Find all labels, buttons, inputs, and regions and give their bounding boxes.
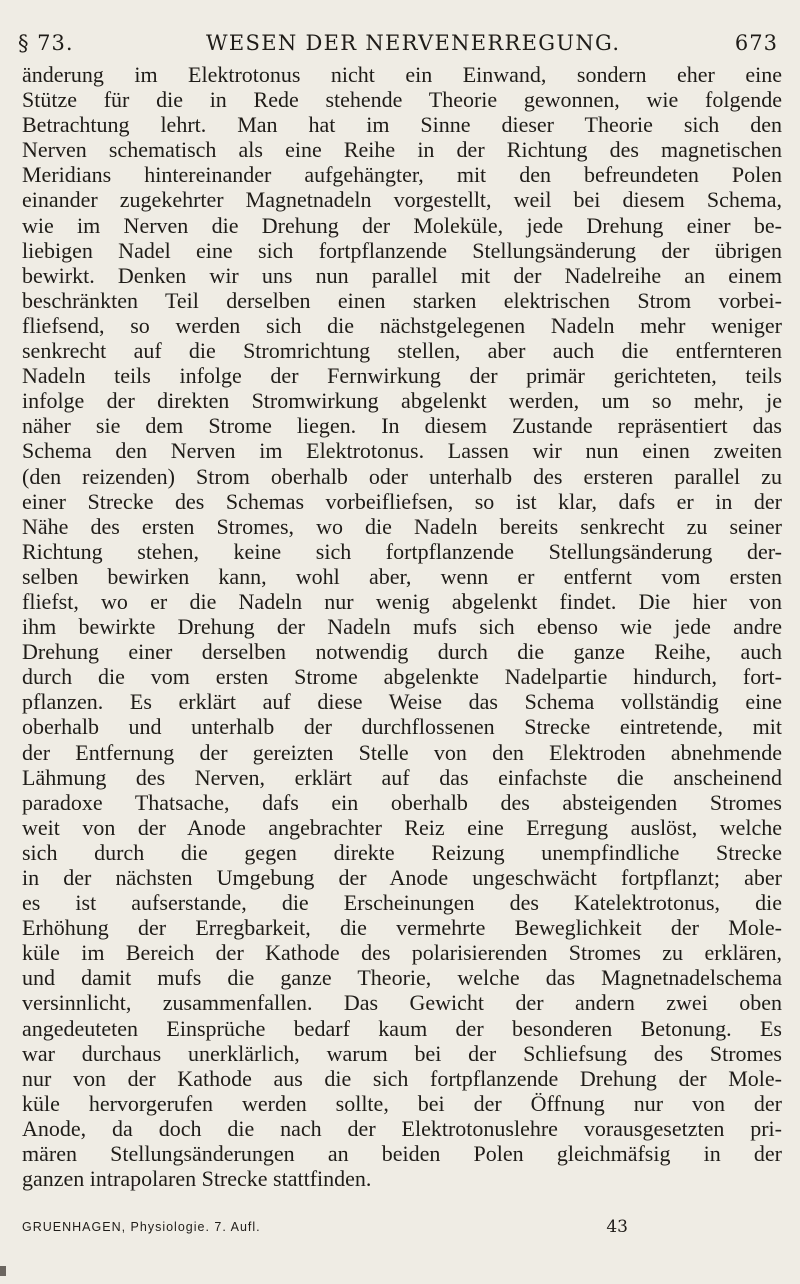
text-line: fliefsend, so werden sich die nächstgelegenen Nadeln mehr weniger — [22, 312, 782, 338]
text-line: Schema den Nerven im Elektrotonus. Lassen wir nun einen zweiten — [22, 438, 782, 464]
text-line: Betrachtung lehrt. Man hat im Sinne dieser Theorie sich den — [22, 112, 782, 138]
text-line: versinnlicht, zusammenfallen. Das Gewicht der andern zwei oben — [22, 990, 782, 1016]
text-line: ihm bewirkte Drehung der Nadeln mufs sich ebenso wie jede andre — [22, 614, 782, 640]
text-line: nur von der Kathode aus die sich fortpflanzende Drehung der Mole- — [22, 1065, 782, 1091]
text-line: und damit mufs die ganze Theorie, welche das Magnetnadelschema — [22, 965, 782, 991]
text-line: wie im Nerven die Drehung der Moleküle, jede Drehung einer be- — [22, 212, 782, 238]
text-line: mären Stellungsänderungen an beiden Polen gleichmäfsig in der — [22, 1141, 782, 1167]
page-number: 673 — [734, 31, 778, 55]
text-line: Drehung einer derselben notwendig durch die ganze Reihe, auch — [22, 639, 782, 665]
text-line: Lähmung des Nerven, erklärt auf das einfachste die anscheinend — [22, 764, 782, 790]
text-line: selben bewirken kann, wohl aber, wenn er entfernt vom ersten — [22, 563, 782, 589]
text-line: näher sie dem Strome liegen. In diesem Zustande repräsentiert das — [22, 413, 782, 439]
text-line: durch die vom ersten Strome abgelenkte Nadelpartie hindurch, fort- — [22, 664, 782, 690]
text-line: Anode, da doch die nach der Elektrotonuslehre vorausgesetzten pri- — [22, 1115, 782, 1141]
text-line: es ist aufserstande, die Erscheinungen des Katelektrotonus, die — [22, 890, 782, 916]
text-line: (den reizenden) Strom oberhalb oder unterhalb des ersteren parallel zu — [22, 463, 782, 489]
section-number: § 73. — [18, 31, 74, 55]
running-header — [0, 24, 800, 58]
text-line: einer Strecke des Schemas vorbeifliefsen, so ist klar, dafs er in der — [22, 488, 782, 514]
text-line: änderung im Elektrotonus nicht ein Einwand, sondern eher eine — [22, 62, 782, 87]
page-footer — [22, 1216, 782, 1238]
text-line: paradoxe Thatsache, dafs ein oberhalb des absteigenden Stromes — [22, 789, 782, 815]
text-line: beschränkten Teil derselben einen starken elektrischen Strom vorbei- — [22, 287, 782, 313]
text-line: Richtung stehen, keine sich fortpflanzende Stellungsänderung der- — [22, 538, 782, 564]
signature-mark: 43 — [606, 1217, 628, 1237]
text-line: Nadeln teils infolge der Fernwirkung der primär gerichteten, teils — [22, 363, 782, 389]
text-line: ganzen intrapolaren Strecke stattfinden. — [22, 1166, 372, 1192]
text-line: Erhöhung der Erregbarkeit, die vermehrte Beweglichkeit der Mole- — [22, 915, 782, 941]
text-line: war durchaus unerklärlich, warum bei der Schliefsung des Stromes — [22, 1040, 782, 1066]
text-line: liebigen Nadel eine sich fortpflanzende Stellungsänderung der übrigen — [22, 237, 782, 263]
text-line: oberhalb und unterhalb der durchflossenen Strecke eintretende, mit — [22, 714, 782, 740]
scan-edge-mark — [0, 1266, 6, 1276]
text-line: weit von der Anode angebrachter Reiz eine Erregung auslöst, welche — [22, 814, 782, 840]
text-line: sich durch die gegen direkte Reizung unempfindliche Strecke — [22, 839, 782, 865]
text-line: Nähe des ersten Stromes, wo die Nadeln bereits senkrecht zu seiner — [22, 513, 782, 539]
text-line: der Entfernung der gereizten Stelle von den Elektroden abnehmende — [22, 739, 782, 765]
text-line: pflanzen. Es erklärt auf diese Weise das Schema vollständig eine — [22, 689, 782, 715]
text-line: Stütze für die in Rede stehende Theorie gewonnen, wie folgende — [22, 87, 782, 113]
text-line: Meridians hintereinander aufgehängter, mit den befreundeten Polen — [22, 162, 782, 188]
text-line: fliefst, wo er die Nadeln nur wenig abgelenkt findet. Die hier von — [22, 588, 782, 614]
running-title: WESEN DER NERVENERREGUNG. — [206, 31, 621, 55]
text-line: einander zugekehrter Magnetnadeln vorgestellt, weil bei diesem Schema, — [22, 187, 782, 213]
text-line: senkrecht auf die Stromrichtung stellen, aber auch die entfernteren — [22, 338, 782, 364]
body-paragraph — [22, 62, 782, 1191]
source-note: GRUENHAGEN, Physiologie. 7. Aufl. — [22, 1220, 261, 1234]
text-line: küle im Bereich der Kathode des polarisierenden Stromes zu erklären, — [22, 940, 782, 966]
text-line: infolge der direkten Stromwirkung abgelenkt werden, um so mehr, je — [22, 388, 782, 414]
text-line: angedeuteten Einsprüche bedarf kaum der besonderen Betonung. Es — [22, 1015, 782, 1041]
text-line: bewirkt. Denken wir uns nun parallel mit der Nadelreihe an einem — [22, 262, 782, 288]
text-line: küle hervorgerufen werden sollte, bei der Öffnung nur von der — [22, 1090, 782, 1116]
text-line: Nerven schematisch als eine Reihe in der Richtung des magnetischen — [22, 137, 782, 163]
text-line: in der nächsten Umgebung der Anode ungeschwächt fortpflanzt; aber — [22, 865, 782, 890]
